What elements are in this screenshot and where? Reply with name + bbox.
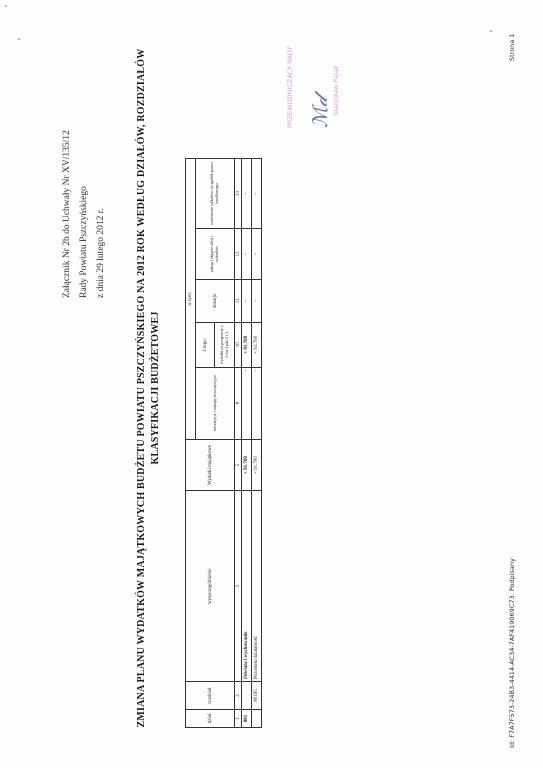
stamp-name: Stanisław Pająk: [332, 65, 340, 116]
document-title: ZMIANA PLANU WYDATKÓW MAJĄTKOWYCH BUDŻETU POWIATU PSZCZYŃSKIEGO NA 2012 ROK WEDŁUG DZIAŁÓW, ROZDZIAŁÓW: [136, 48, 147, 728]
column-number: 8: [235, 367, 242, 439]
cell-wklady: -: [252, 159, 262, 229]
header-inwestycje: inwestycje i zakupy inwestycyjne: [196, 367, 235, 439]
cell-programy: + 91.700: [242, 322, 252, 367]
table-row: [252, 159, 262, 728]
cell-name: Pozostała działalność: [252, 491, 262, 682]
cell-name: Oświata i wychowanie: [242, 491, 252, 682]
page-number: Strona 1: [508, 33, 516, 61]
column-number: 12: [235, 228, 242, 279]
cell-rozdzial: 80195: [252, 682, 262, 710]
column-number: 13: [235, 159, 242, 229]
cell-wydatki: + 91.700: [252, 439, 262, 491]
cell-programy: + 91.700: [252, 322, 262, 367]
cell-inwestycje: -: [242, 367, 252, 439]
column-number: 5: [235, 439, 242, 491]
cell-akcje: -: [242, 228, 252, 279]
column-number: 11: [235, 279, 242, 322]
header-wyszczegolnienie: wyszczególnienie: [186, 491, 235, 682]
header-zakup-akcji: zakup i objęcie akcji i udziałów: [196, 228, 235, 279]
cell-akcje: -: [252, 228, 262, 279]
cell-dotacje: -: [242, 279, 252, 322]
cell-rozdzial: [242, 682, 252, 710]
header-rozdzial: rozdział: [186, 682, 235, 710]
column-number: 10: [235, 322, 242, 367]
header-wydatki-majatkowe: Wydatki majątkowe: [186, 439, 235, 491]
cell-wydatki: + 91.700: [242, 439, 252, 491]
header-dzial: dział: [186, 710, 235, 728]
cell-dotacje: -: [252, 279, 262, 322]
attachment-line-1: Załącznik Nr 2b do Uchwały Nr XV/135/12: [62, 130, 72, 298]
column-number: 2: [235, 682, 242, 710]
header-w-tym: w tym:: [186, 159, 196, 440]
expenditure-table: [185, 158, 262, 728]
header-wniesienie-wkladow: wniesienie wkładów do spółek prawa handlowego: [196, 159, 235, 229]
column-number: 1: [235, 710, 242, 728]
stamp-title: PRZEWODNICZĄCY RADY: [286, 46, 294, 128]
attachment-line-3: z dnia 29 lutego 2012 r.: [96, 208, 106, 298]
header-dotacje: dotacje: [196, 279, 235, 322]
attachment-line-2: Rady Powiatu Pszczyńskiego: [79, 186, 89, 298]
document-title-line-2: KLASYFIKACJI BUDŻETOWEJ: [150, 311, 161, 465]
handwritten-signature: ℳ𝒹: [308, 96, 332, 128]
column-number: 3: [235, 491, 242, 682]
cell-inwestycje: -: [252, 367, 262, 439]
document-id: Id: F7A7F573-24B3-4414-AC34-7AF419069C73. Podpisany: [508, 558, 516, 748]
header-wydatki-na-programy: wydatki na programy z 5 ust.1 pkt 2 i 3: [215, 322, 235, 367]
table-row: [242, 159, 252, 728]
cell-dzial: 801: [242, 710, 252, 728]
header-z-tego: z tego:: [196, 322, 215, 367]
cell-wklady: -: [242, 159, 252, 229]
cell-dzial: [252, 710, 262, 728]
